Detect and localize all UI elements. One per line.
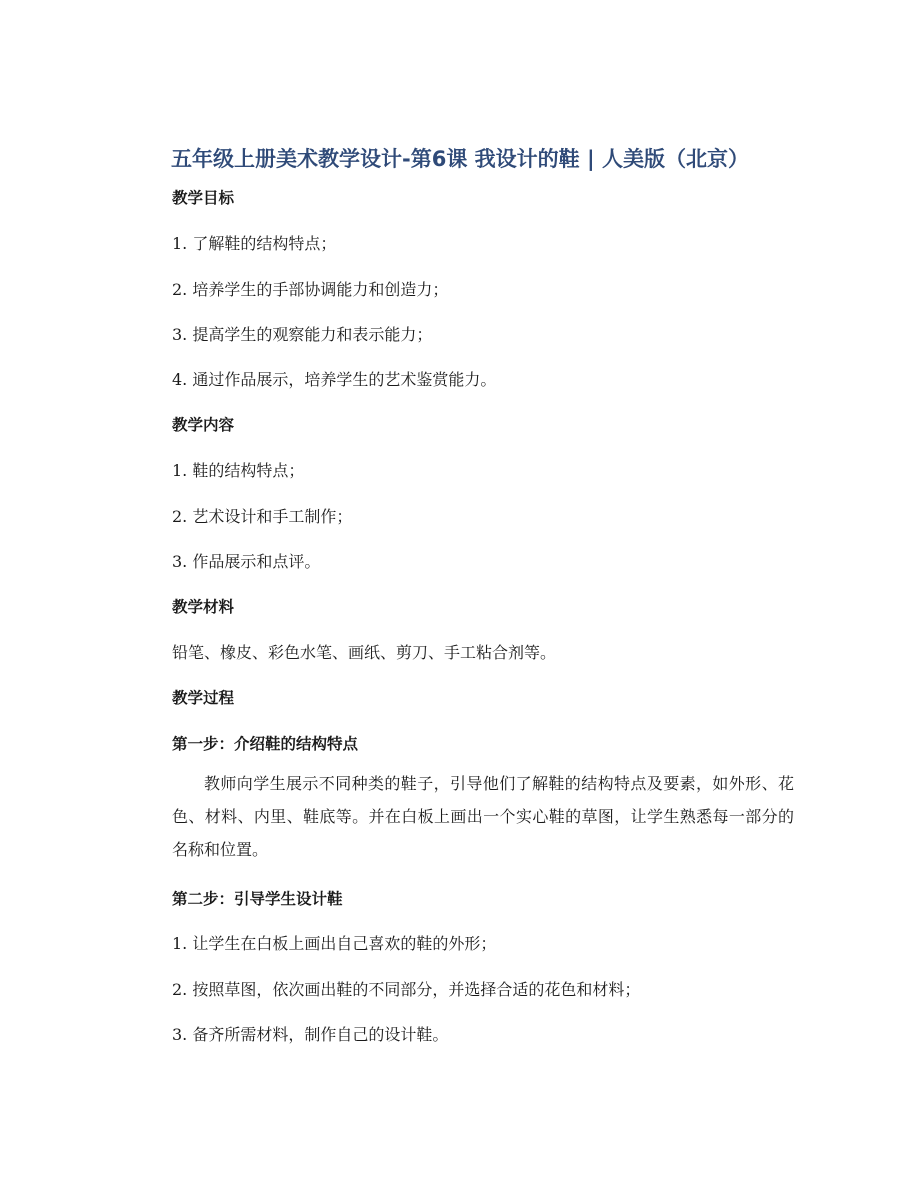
- content-item: 1. 鞋的结构特点；: [172, 461, 305, 480]
- section-heading-process: 教学过程: [172, 689, 235, 707]
- content-item: 2. 艺术设计和手工制作；: [172, 507, 353, 526]
- materials-text: 铅笔、橡皮、彩色水笔、画纸、剪刀、手工粘合剂等。: [172, 643, 557, 662]
- goal-item: 3. 提高学生的观察能力和表示能力；: [172, 325, 433, 344]
- step2-item: 1. 让学生在白板上画出自己喜欢的鞋的外形；: [172, 934, 497, 953]
- step1-heading: 第一步：介绍鞋的结构特点: [172, 735, 359, 753]
- step2-heading: 第二步：引导学生设计鞋: [172, 890, 343, 908]
- section-heading-content: 教学内容: [172, 416, 235, 434]
- step1-paragraph: 教师向学生展示不同种类的鞋子，引导他们了解鞋的结构特点及要素，如外形、花色、材料、内里、鞋底等。并在白板上画出一个实心鞋的草图，让学生熟悉每一部分的名称和位置。: [172, 774, 794, 859]
- section-heading-goals: 教学目标: [172, 189, 235, 207]
- goal-item: 4. 通过作品展示，培养学生的艺术鉴赏能力。: [172, 370, 497, 389]
- step2-item: 2. 按照草图，依次画出鞋的不同部分，并选择合适的花色和材料；: [172, 980, 641, 999]
- goal-item: 2. 培养学生的手部协调能力和创造力；: [172, 280, 449, 299]
- goal-item: 1. 了解鞋的结构特点；: [172, 234, 337, 253]
- content-item: 3. 作品展示和点评。: [172, 552, 321, 571]
- document-title: 五年级上册美术教学设计-第6课 我设计的鞋 | 人美版（北京）: [171, 147, 749, 171]
- section-heading-materials: 教学材料: [172, 598, 235, 616]
- step2-item: 3. 备齐所需材料，制作自己的设计鞋。: [172, 1025, 449, 1044]
